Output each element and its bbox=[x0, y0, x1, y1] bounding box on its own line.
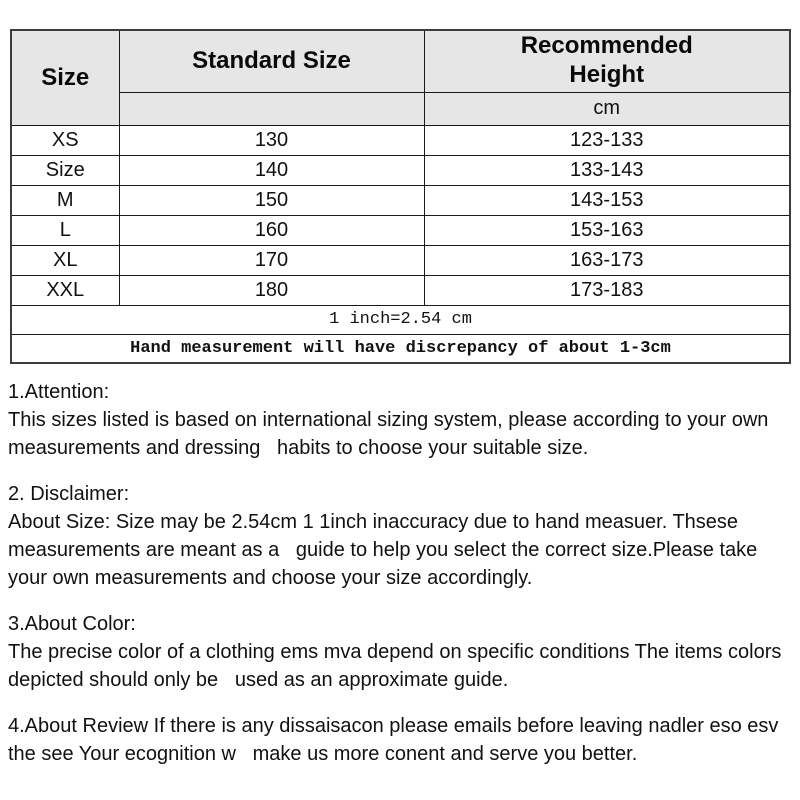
height-cell: 153-163 bbox=[424, 215, 790, 245]
size-cell: Size bbox=[11, 155, 119, 185]
height-cell: 173-183 bbox=[424, 275, 790, 305]
column-header-standard-size: Standard Size bbox=[119, 30, 424, 92]
column-header-recommended-height bbox=[424, 30, 790, 92]
size-cell: XS bbox=[11, 125, 119, 155]
height-cell: 163-173 bbox=[424, 245, 790, 275]
note-row-inch-conversion bbox=[11, 305, 790, 334]
size-cell: M bbox=[11, 185, 119, 215]
standard-size-cell: 130 bbox=[119, 125, 424, 155]
inch-conversion-note: 1 inch=2.54 cm bbox=[11, 305, 790, 334]
height-cell: 133-143 bbox=[424, 155, 790, 185]
section-body: 4.About Review If there is any dissaisacon please emails before leaving nadler eso esv the see Your ecognition w make us more conent and serve you better. bbox=[8, 715, 784, 765]
subheader-unit-cm: cm bbox=[424, 92, 790, 125]
section-heading: 3.About Color: bbox=[8, 613, 136, 635]
table-row bbox=[11, 245, 790, 275]
standard-size-cell: 170 bbox=[119, 245, 424, 275]
subheader-standard-size-empty bbox=[119, 92, 424, 125]
note-row-hand-measurement bbox=[11, 334, 790, 363]
table-header-row bbox=[11, 30, 790, 92]
size-table bbox=[10, 29, 791, 364]
standard-size-cell: 160 bbox=[119, 215, 424, 245]
table-subheader-row bbox=[11, 92, 790, 125]
size-cell: L bbox=[11, 215, 119, 245]
standard-size-cell: 180 bbox=[119, 275, 424, 305]
height-cell: 143-153 bbox=[424, 185, 790, 215]
height-cell: 123-133 bbox=[424, 125, 790, 155]
column-header-size: Size bbox=[11, 30, 119, 125]
section-about-color bbox=[8, 610, 794, 694]
section-attention bbox=[8, 378, 794, 462]
table-row bbox=[11, 185, 790, 215]
standard-size-cell: 140 bbox=[119, 155, 424, 185]
table-row bbox=[11, 275, 790, 305]
notes-sections bbox=[0, 372, 800, 786]
section-heading: 1.Attention: bbox=[8, 381, 110, 403]
table-row bbox=[11, 125, 790, 155]
section-heading: 2. Disclaimer: bbox=[8, 483, 130, 505]
section-body: This sizes listed is based on international sizing system, please according to your own measurements and dressing habits to choose your suitable size. bbox=[8, 409, 774, 459]
recommended-height-label: Recommended Height bbox=[520, 32, 693, 89]
table-row bbox=[11, 155, 790, 185]
hand-measurement-note: Hand measurement will have discrepancy of about 1-3cm bbox=[11, 334, 790, 363]
section-about-review bbox=[8, 712, 794, 768]
section-body: About Size: Size may be 2.54cm 1 1inch inaccuracy due to hand measuer. Thsese measurements are meant as a guide to help you select the correct size.Please take your own measurements and choose your size accordingly. bbox=[8, 511, 763, 589]
table-row bbox=[11, 215, 790, 245]
size-cell: XXL bbox=[11, 275, 119, 305]
section-body: The precise color of a clothing ems mva depend on specific conditions The items colors depicted should only be used as an approximate guide. bbox=[8, 641, 787, 691]
section-disclaimer bbox=[8, 480, 794, 592]
standard-size-cell: 150 bbox=[119, 185, 424, 215]
size-cell: XL bbox=[11, 245, 119, 275]
